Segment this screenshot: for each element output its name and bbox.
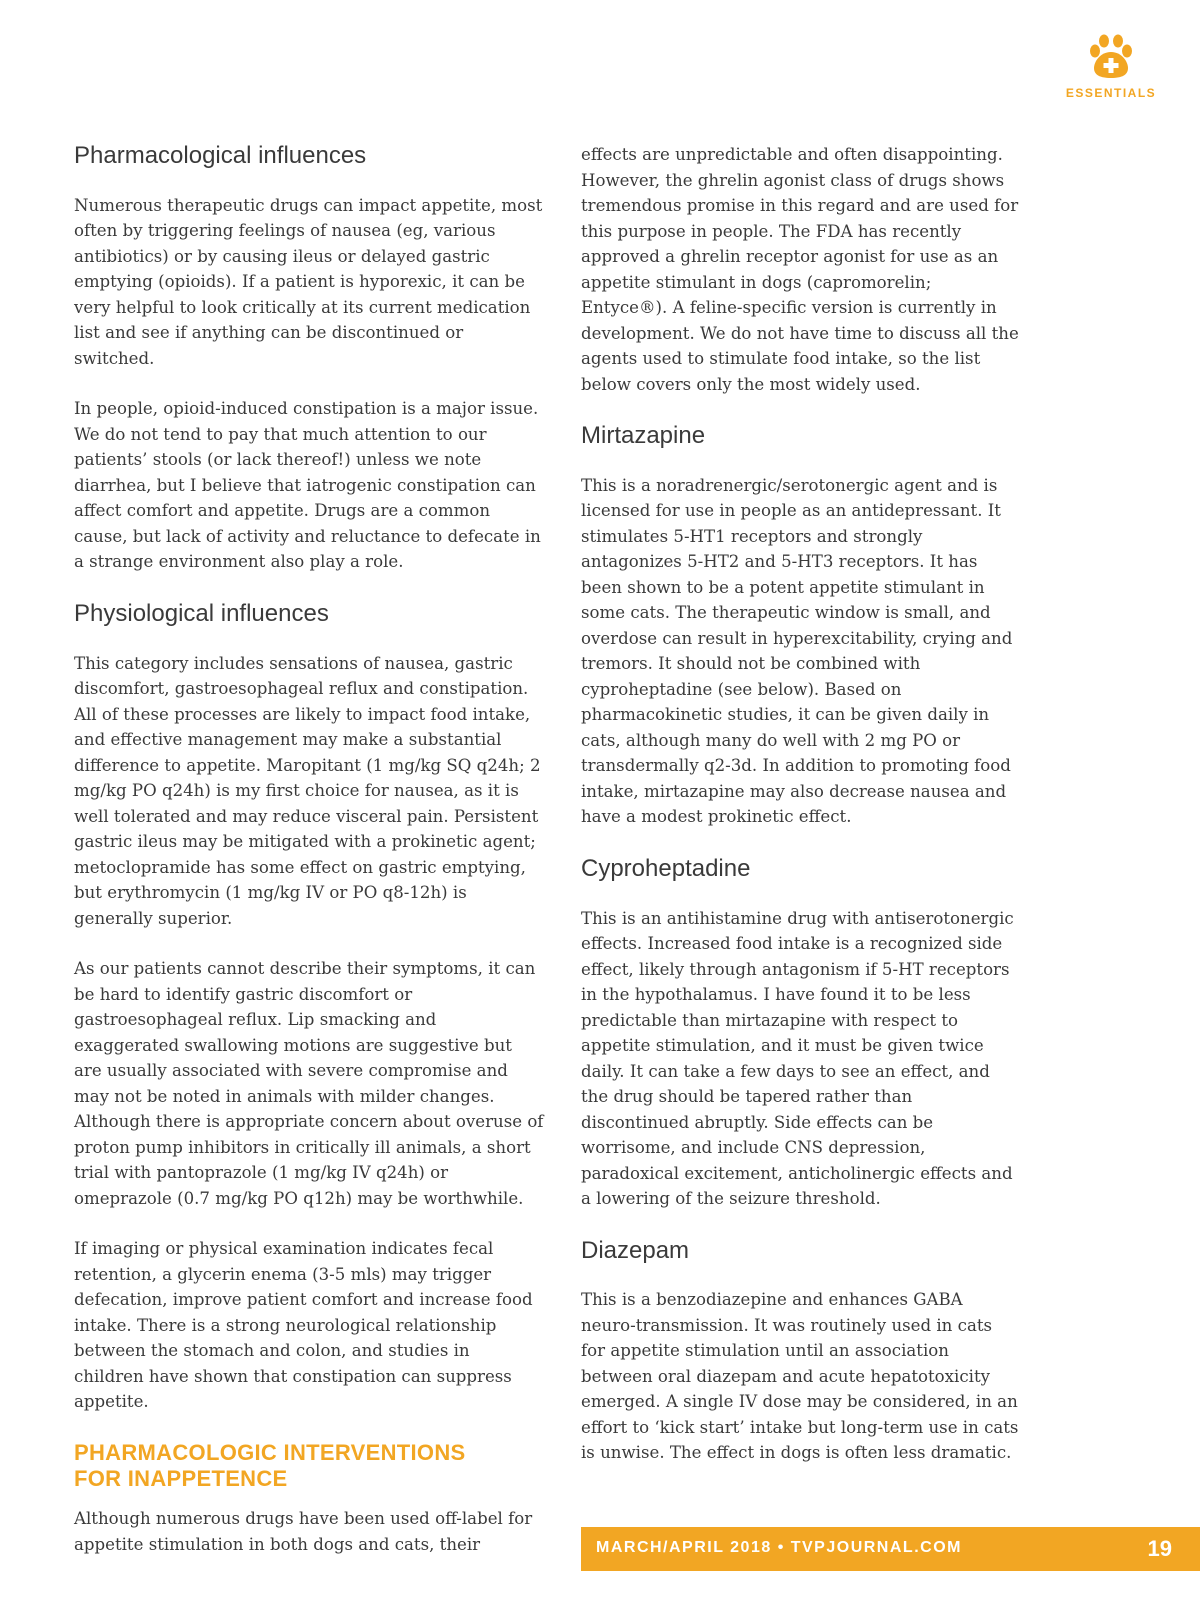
left-column [74,142,544,1582]
paragraph: This is a noradrenergic/serotonergic agent and is licensed for use in people as an antidepressant. It stimulates 5-HT1 receptors and strongly antagonizes 5-HT2 and 5-HT3 receptors. It has been shown to be a potent appetite stimulant in some cats. The therapeutic window is small, and overdose can result in hyperexcitability, crying and tremors. It should not be combined with cyproheptadine (see below). Based on pharmacokinetic studies, it can be given daily in cats, although many do well with 2 mg PO or transdermally q2-3d. In addition to promoting food intake, mirtazapine may also decrease nausea and have a modest prokinetic effect. [581,475,1013,827]
heading-pharmacological-influences: Pharmacological influences [74,142,367,169]
paragraph: Although numerous drugs have been used off-label for appetite stimulation in both dogs and cats, their [74,1509,533,1554]
paragraph: If imaging or physical examination indicates fecal retention, a glycerin enema (3-5 mls) may trigger defecation, improve patient comfort and increase food intake. There is a strong neurological relationship between the stomach and colon, and studies in children have shown that constipation can suppress appetite. [74,1239,533,1412]
paragraph: Numerous therapeutic drugs can impact appetite, most often by triggering feelings of nausea (eg, various antibiotics) or by causing ileus or delayed gastric emptying (opioids). If a patient is hyporexic, it can be very helpful to look critically at its current medication list and see if anything can be discontinued or switched. [74,195,543,368]
paragraph: In people, opioid-induced constipation is a major issue. We do not tend to pay that much attention to our patients’ stools (or lack thereof!) unless we note diarrhea, but I believe that iatrogenic constipation can affect comfort and appetite. Drugs are a common cause, but lack of activity and reluctance to defecate in a strange environment also play a role. [74,399,541,572]
footer-issue-and-site: MARCH/APRIL 2018 • TVPJOURNAL.COM [596,1539,962,1556]
paragraph: This is a benzodiazepine and enhances GABA neuro-transmission. It was routinely used in cats for appetite stimulation until an association between oral diazepam and acute hepatotoxicity emerged. A single IV dose may be considered, in an effort to ‘kick start’ intake but long-term use in cats is unwise. The effect in dogs is often less dramatic. [581,1290,1019,1463]
heading-physiological-influences: Physiological influences [74,599,329,627]
paragraph: As our patients cannot describe their symptoms, it can be hard to identify gastric discomfort or gastroesophageal reflux. Lip smacking and exaggerated swallowing motions are suggestive but are usually associated with severe compromise and may not be noted in animals with milder changes. Although there is appropriate concern about overuse of proton pump inhibitors in critically ill animals, a short trial with pantoprazole (1 mg/kg IV q24h) or omeprazole (0.7 mg/kg PO q12h) may be worthwhile. [74,959,544,1208]
heading-mirtazapine: Mirtazapine [581,422,706,449]
heading-cyproheptadine: Cyproheptadine [581,854,751,882]
paragraph: This is an antihistamine drug with antiserotonergic effects. Increased food intake is a recognized side effect, likely through antagonism if 5-HT receptors in the hypothalamus. I have found it to be less predictable than mirtazapine with respect to appetite stimulation, and it must be given twice daily. It can take a few days to see an effect, and the drug should be tapered rather than discontinued abruptly. Side effects can be worrisome, and include CNS depression, paradoxical excitement, anticholinergic effects and a lowering of the seizure threshold. [581,908,1014,1209]
right-column [581,142,1021,1491]
heading-pharmacologic-interventions [74,1440,544,1493]
paragraph: effects are unpredictable and often disappointing. However, the ghrelin agonist class of drugs shows tremendous promise in this regard and are used for this purpose in people. The FDA has recently approved a ghrelin receptor agonist for use as an appetite stimulant in dogs (capromorelin; Entyce®). A feline-specific version is currently in development. We do not have time to discuss all the agents used to stimulate food intake, so the list below covers only the most widely used. [581,145,1019,394]
page-number: 19 [1147,1536,1172,1561]
heading-diazepam: Diazepam [581,1236,690,1264]
section-label: ESSENTIALS [1065,86,1157,100]
brand-mark [1056,34,1166,100]
heading-line: FOR INAPPETENCE [74,1465,288,1491]
page-footer [581,1527,1200,1571]
paragraph: This category includes sensations of nausea, gastric discomfort, gastroesophageal reflux and constipation. All of these processes are likely to impact food intake, and effective management may make a substantial difference to appetite. Maropitant (1 mg/kg SQ q24h; 2 mg/kg PO q24h) is my first choice for nausea, as it is well tolerated and may reduce visceral pain. Persistent gastric ileus may be mitigated with a prokinetic agent; metoclopramide has some effect on gastric emptying, but erythromycin (1 mg/kg IV or PO q8-12h) is generally superior. [74,653,541,928]
heading-line: PHARMACOLOGIC INTERVENTIONS [74,1439,466,1465]
paw-plus-icon [1086,34,1136,80]
